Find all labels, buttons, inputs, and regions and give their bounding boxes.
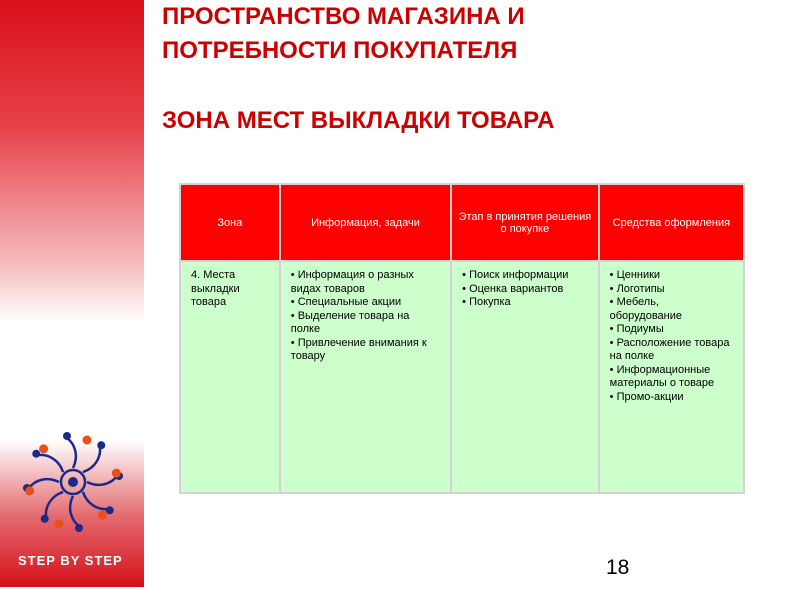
- list-item: • Оценка вариантов: [462, 283, 588, 297]
- list-item: • Ценники: [610, 269, 733, 283]
- list-item: • Расположение товара на полке: [610, 337, 733, 364]
- sun-flower-icon: [14, 420, 132, 538]
- title-gap: [162, 68, 782, 104]
- list-item: • Выделение товара на полке: [291, 310, 440, 337]
- table-header-row: [180, 184, 744, 261]
- list-item: • Мебель, оборудование: [610, 296, 733, 323]
- stage-list: [462, 269, 588, 310]
- title-line-3: ЗОНА МЕСТ ВЫКЛАДКИ ТОВАРА: [162, 107, 555, 134]
- list-item: • Информация о разных видах товаров: [291, 269, 440, 296]
- page-number: 18: [606, 556, 630, 579]
- header-means: Средства оформления: [599, 184, 744, 261]
- info-cell: [280, 261, 451, 493]
- list-item: • Информационные материалы о товаре: [610, 364, 733, 391]
- info-list: [291, 269, 440, 364]
- header-info: Информация, задачи: [280, 184, 451, 261]
- stage-cell: [451, 261, 599, 493]
- list-item: • Промо-акции: [610, 391, 733, 405]
- zone-text: 4. Места выкладки товара: [191, 269, 240, 308]
- logo-text: STEP BY STEP: [18, 553, 123, 568]
- zone-cell: [180, 261, 280, 493]
- list-item: • Покупка: [462, 296, 588, 310]
- means-cell: [599, 261, 744, 493]
- header-zone: Зона: [180, 184, 280, 261]
- zone-table: [179, 183, 745, 494]
- table-row: [180, 261, 744, 493]
- means-list: [610, 269, 733, 404]
- list-item: • Поиск информации: [462, 269, 588, 283]
- bottom-strip: [0, 587, 800, 600]
- header-stage: Этап в принятия решения о покупке: [451, 184, 599, 261]
- title-line-1: ПРОСТРАНСТВО МАГАЗИНА И: [162, 3, 525, 30]
- list-item: • Привлечение внимания к товару: [291, 337, 440, 364]
- slide-title: [162, 0, 782, 138]
- list-item: • Логотипы: [610, 283, 733, 297]
- list-item: • Специальные акции: [291, 296, 440, 310]
- list-item: • Подиумы: [610, 323, 733, 337]
- title-line-2: ПОТРЕБНОСТИ ПОКУПАТЕЛЯ: [162, 37, 518, 64]
